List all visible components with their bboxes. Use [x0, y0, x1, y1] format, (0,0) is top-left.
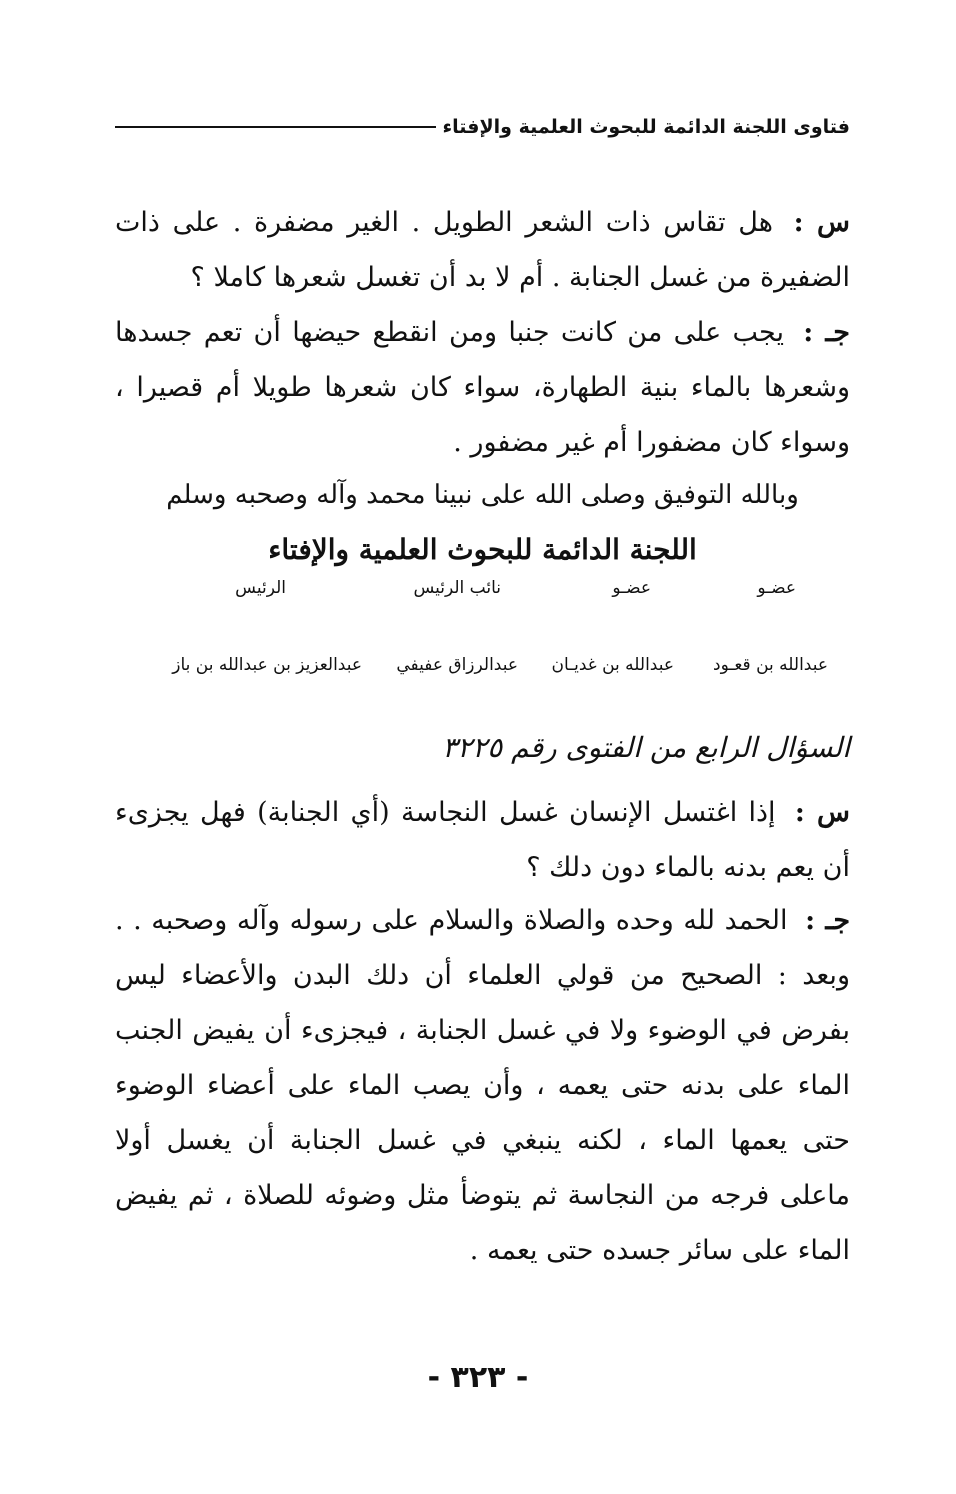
- signature-titles: [0, 578, 956, 608]
- page-number: - ٣٢٣ -: [427, 1360, 529, 1395]
- answer-2-label: جـ :: [805, 905, 851, 936]
- signature-title-3: نائب الرئيس: [413, 578, 501, 598]
- fatwa-heading: السؤال الرابع من الفتوى رقم ٣٢٢٥: [442, 731, 850, 764]
- question-1-text: هل تقاس ذات الشعر الطويل . الغير مضفرة . على ذات الضفيرة من غسل الجنابة . أم لا بد أن تغسل شعرها كاملا ؟: [115, 207, 850, 293]
- committee-name: اللجنة الدائمة للبحوث العلمية والإفتاء: [268, 533, 697, 566]
- signature-name-3: عبدالرزاق عفيفي: [396, 655, 518, 675]
- answer-1-label: جـ :: [803, 317, 851, 348]
- closing-line: وبالله التوفيق وصلى الله على نبينا محمد وآله وصحبه وسلم: [166, 480, 799, 510]
- header-title: فتاوى اللجنة الدائمة للبحوث العلمية والإفتاء: [442, 116, 850, 138]
- signature-names: [0, 655, 956, 685]
- answer-1-text: يجب على من كانت جنبا ومن انقطع حيضها أن تعم جسدها وشعرها بالماء بنية الطهارة، سواء كان شعرها طويلا أم قصيرا ، وسواء كان مضفورا أم غير مضفور .: [115, 317, 850, 458]
- signature-name-2: عبدالله بن غديـان: [551, 655, 674, 675]
- question-2-text: إذا اغتسل الإنسان غسل النجاسة (أي الجنابة) فهل يجزىء أن يعم بدنه بالماء دون دلك ؟: [115, 797, 850, 883]
- header-rule: [115, 126, 436, 128]
- signature-name-4: عبدالعزيز بن عبدالله بن باز: [172, 655, 362, 675]
- signature-name-1: عبدالله بن قعـود: [713, 655, 828, 675]
- running-header: [115, 112, 850, 142]
- question-2: [115, 785, 850, 895]
- signature-title-2: عضـو: [612, 578, 651, 598]
- question-1-label: س :: [793, 207, 851, 238]
- answer-1: [115, 305, 850, 470]
- answer-2-text: الحمد لله وحده والصلاة والسلام على رسوله وآله وصحبه . . وبعد : الصحيح من قولي العلماء أن دلك البدن والأعضاء ليس بفرض في الوضوء ولا في غسل الجنابة ، فيجزىء أن يفيض الجنب الماء على بدنه حتى يعمه ، وأن يصب الماء على أعضاء الوضوء حتى يعمها الماء ، لكنه ينبغي في غسل الجنابة أن يغسل أولا ماعلى فرجه من النجاسة ثم يتوضأ مثل وضوئه للصلاة ، ثم يفيض الماء على سائر جسده حتى يعمه .: [115, 905, 850, 1266]
- question-2-label: س :: [794, 797, 850, 828]
- question-1: [115, 195, 850, 305]
- signature-title-1: عضـو: [757, 578, 796, 598]
- signature-title-4: الرئيس: [235, 578, 286, 598]
- answer-2: [115, 893, 850, 1278]
